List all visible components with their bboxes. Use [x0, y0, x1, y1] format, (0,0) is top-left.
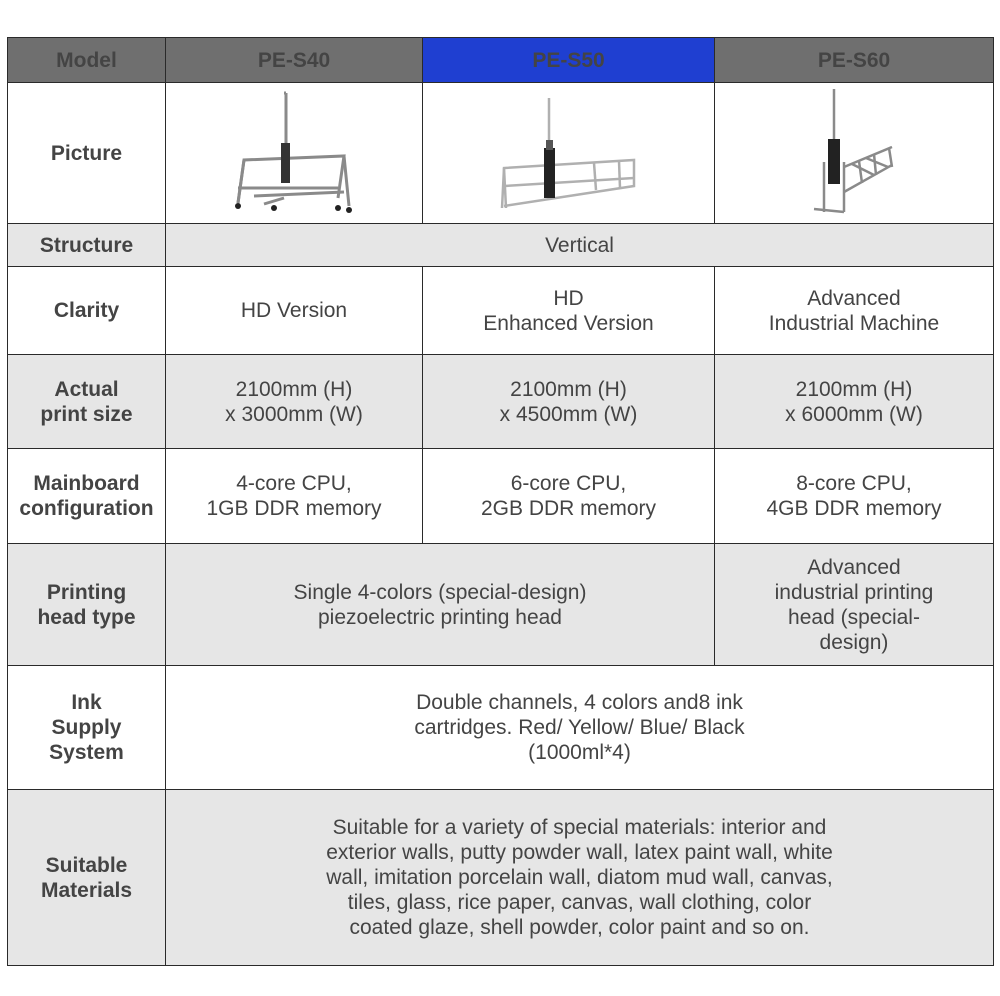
header-model: Model	[8, 38, 166, 83]
ink-value: Double channels, 4 colors and8 ink cartridges. Red/ Yellow/ Blue/ Black (1000ml*4)	[166, 666, 994, 790]
clarity-label: Clarity	[8, 267, 166, 355]
spec-table	[7, 37, 994, 966]
structure-row	[8, 224, 994, 267]
materials-label: Suitable Materials	[8, 790, 166, 966]
print-size-pe-s50: 2100mm (H) x 4500mm (W)	[423, 355, 715, 449]
clarity-row	[8, 267, 994, 355]
pe-s40-image	[166, 83, 423, 224]
mainboard-pe-s50: 6-core CPU, 2GB DDR memory	[423, 449, 715, 544]
clarity-pe-s40: HD Version	[166, 267, 423, 355]
picture-label: Picture	[8, 83, 166, 224]
print-size-row	[8, 355, 994, 449]
mainboard-pe-s60: 8-core CPU, 4GB DDR memory	[715, 449, 994, 544]
header-row	[8, 38, 994, 83]
mainboard-label: Mainboard configuration	[8, 449, 166, 544]
head-type-row	[8, 544, 994, 666]
pe-s60-image	[715, 83, 994, 224]
materials-row	[8, 790, 994, 966]
clarity-pe-s50: HD Enhanced Version	[423, 267, 715, 355]
structure-value: Vertical	[166, 224, 994, 267]
pe-s50-image	[423, 83, 715, 224]
mainboard-pe-s40: 4-core CPU, 1GB DDR memory	[166, 449, 423, 544]
print-size-pe-s40: 2100mm (H) x 3000mm (W)	[166, 355, 423, 449]
ink-row	[8, 666, 994, 790]
head-type-pe-s60: Advanced industrial printing head (special- design)	[715, 544, 994, 666]
header-pe-s50: PE-S50	[423, 38, 715, 83]
head-type-pe-s40-s50: Single 4-colors (special-design) piezoelectric printing head	[166, 544, 715, 666]
picture-row	[8, 83, 994, 224]
ink-label: Ink Supply System	[8, 666, 166, 790]
print-size-label: Actual print size	[8, 355, 166, 449]
header-pe-s40: PE-S40	[166, 38, 423, 83]
materials-value: Suitable for a variety of special materials: interior and exterior walls, putty powder wall, latex paint wall, white wall, imitation porcelain wall, diatom mud wall, canvas, tiles, glass, rice paper, canvas, wall clothing, color coated glaze, shell powder, color paint and so on.	[166, 790, 994, 966]
clarity-pe-s60: Advanced Industrial Machine	[715, 267, 994, 355]
mainboard-row	[8, 449, 994, 544]
head-type-label: Printing head type	[8, 544, 166, 666]
header-pe-s60: PE-S60	[715, 38, 994, 83]
structure-label: Structure	[8, 224, 166, 267]
print-size-pe-s60: 2100mm (H) x 6000mm (W)	[715, 355, 994, 449]
